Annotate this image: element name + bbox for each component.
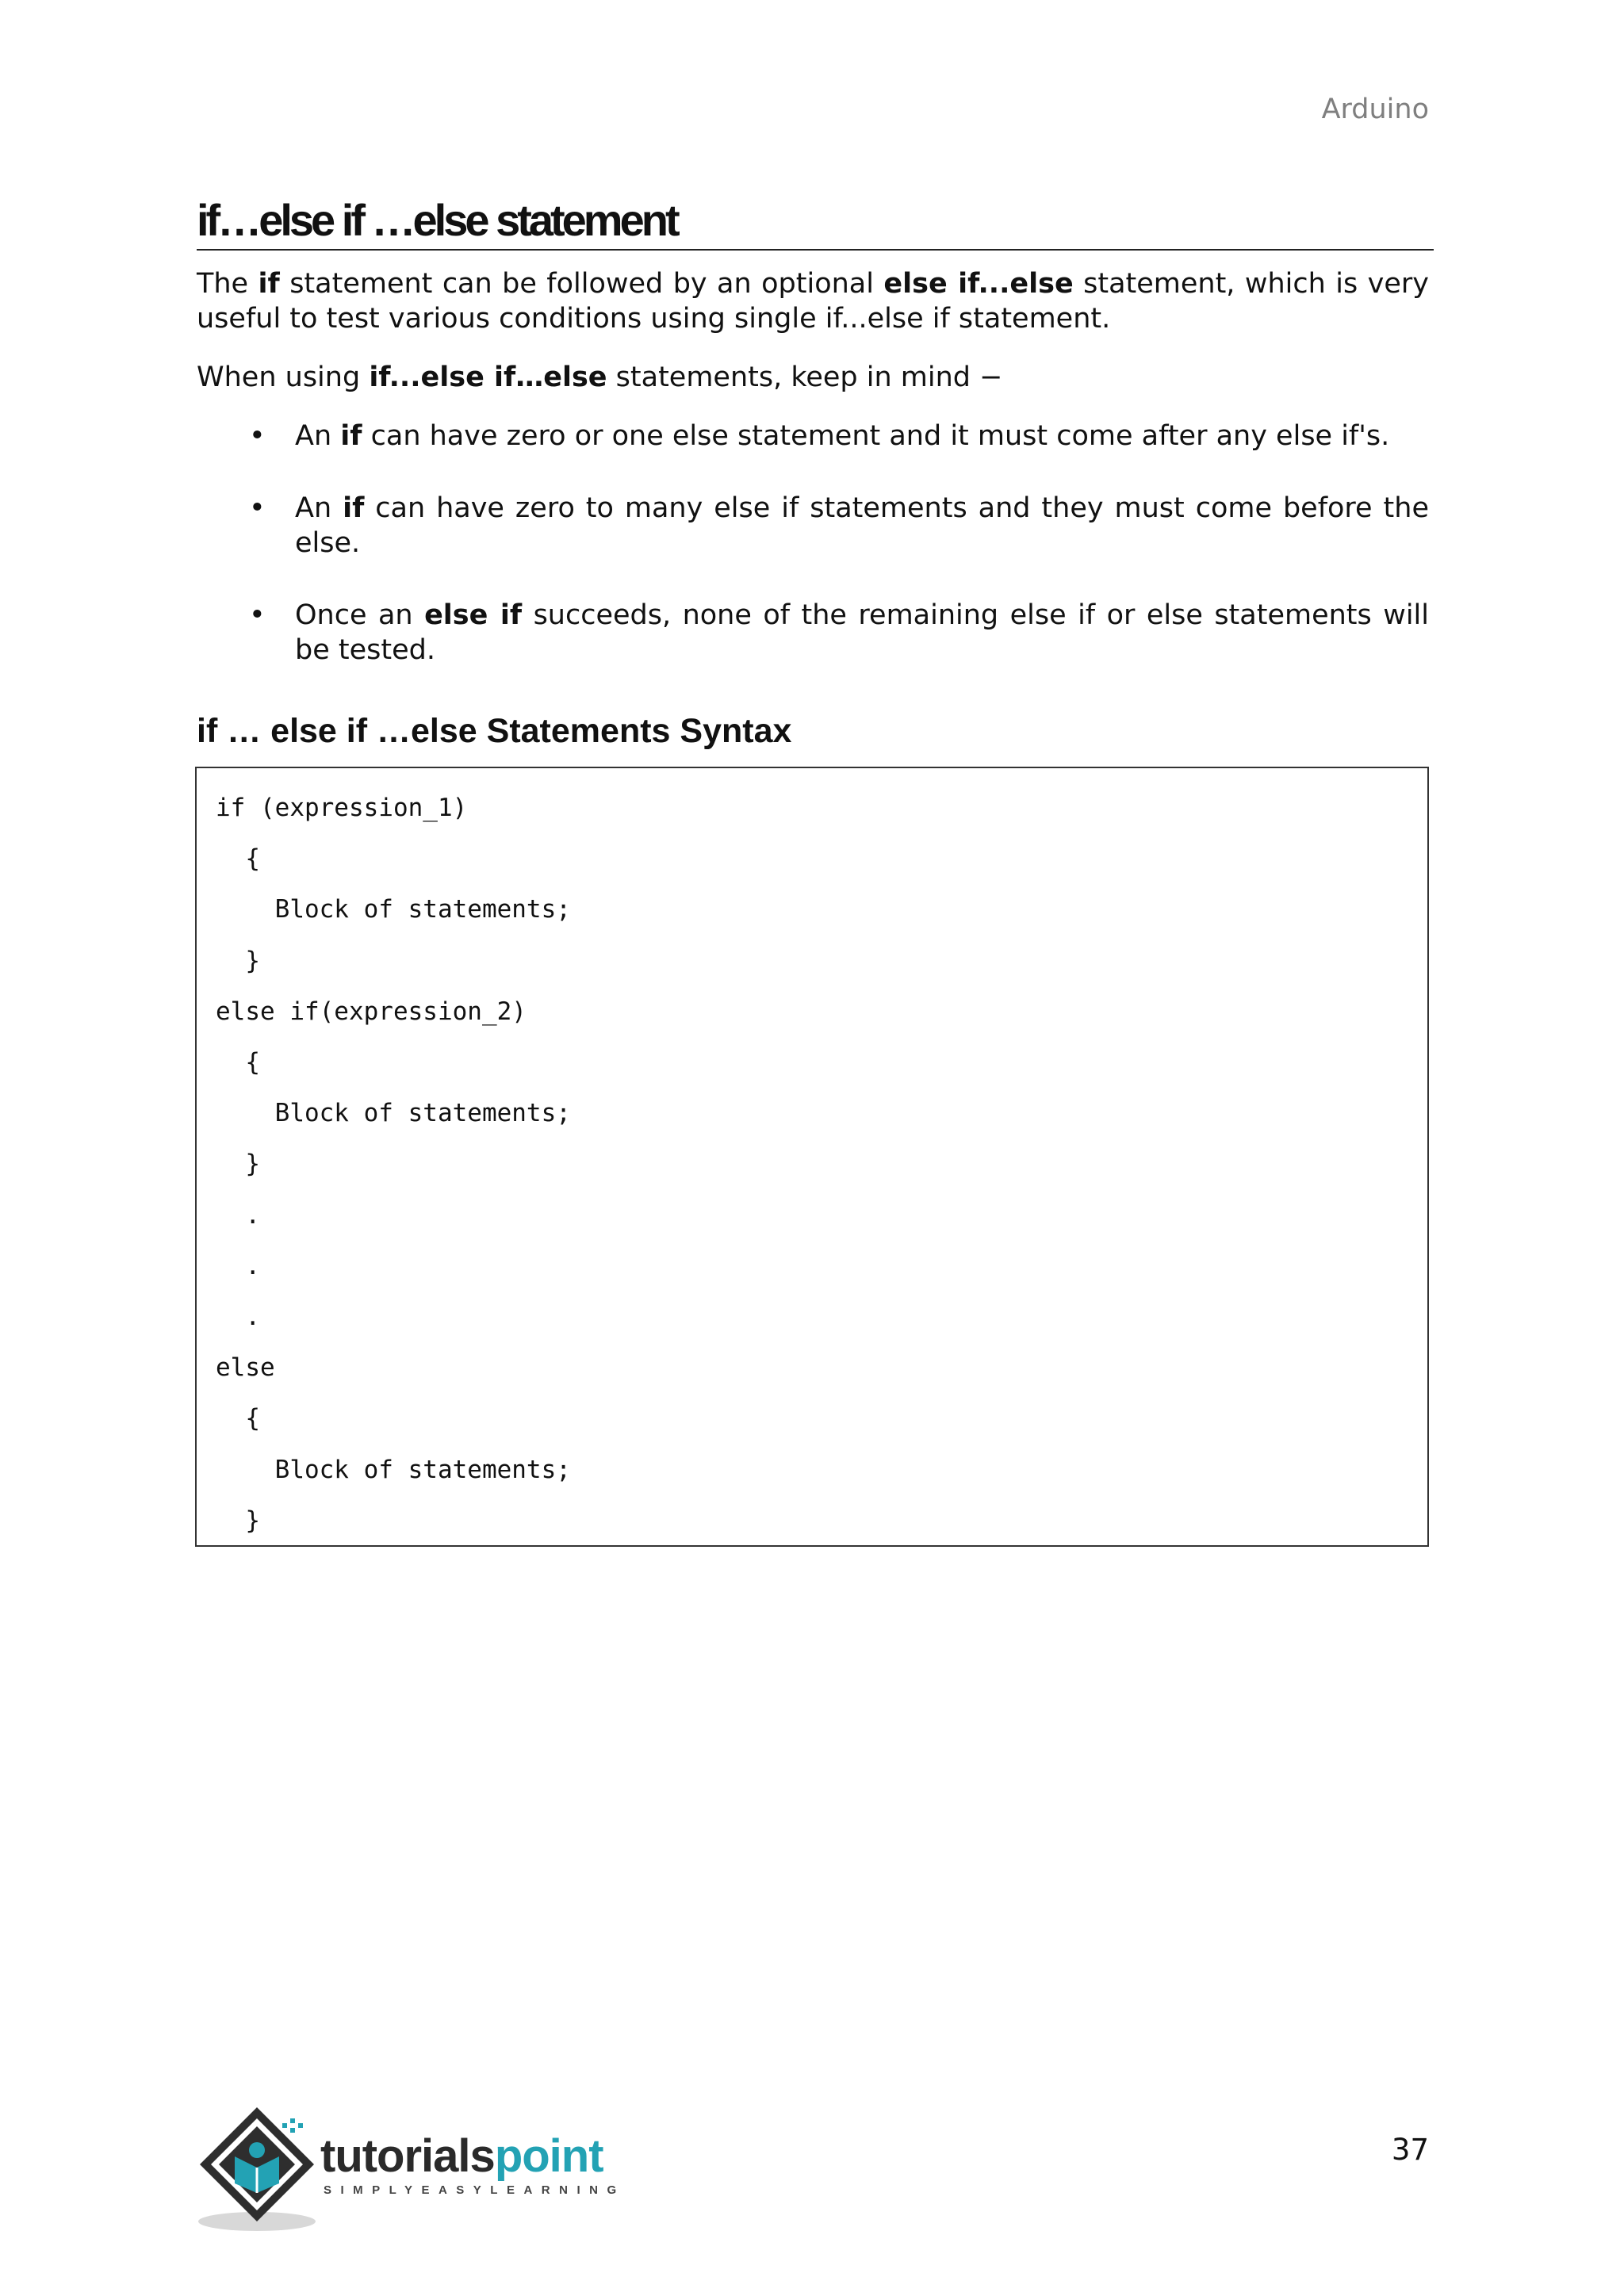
code-line: } (216, 1150, 260, 1179)
code-line: . (216, 1251, 260, 1280)
intro-paragraph: The if statement can be followed by an optional else if...else statement, which is very useful to test various conditions using single if...else if statement. (197, 268, 1429, 335)
syntax-heading: if … else if …else Statements Syntax (197, 712, 792, 750)
tutorialspoint-logo (193, 2101, 638, 2236)
list-item-text: An if can have zero to many else if statements and they must come before the else. (295, 492, 1429, 559)
list-item-text: Once an else if succeeds, none of the remaining else if or else statements will be tested. (295, 599, 1429, 666)
code-line: . (216, 1200, 260, 1230)
tutorialspoint-diamond-logo-icon (193, 2101, 328, 2236)
code-line: . (216, 1303, 260, 1332)
logo-word-point: point (494, 2130, 603, 2182)
code-line: else (216, 1353, 275, 1383)
list-item (197, 419, 1429, 453)
list-item (197, 491, 1429, 561)
logo-tagline: SIMPLYEASYLEARNING (324, 2183, 626, 2197)
code-line: { (216, 844, 260, 874)
bullet-icon: • (249, 492, 266, 524)
rules-list (197, 419, 1429, 705)
code-line: } (216, 1506, 260, 1535)
running-header: Arduino (1321, 94, 1429, 125)
code-line: { (216, 1404, 260, 1433)
section-title: if…else if …else statement (197, 195, 1434, 251)
code-block (195, 767, 1429, 1547)
code-line: Block of statements; (216, 1099, 571, 1128)
logo-wordmark (320, 2130, 603, 2182)
logo-word-tutorials: tutorials (320, 2130, 495, 2182)
usage-paragraph: When using if...else if…else statements, keep in mind − (197, 362, 1003, 393)
page-number: 37 (1391, 2133, 1429, 2167)
code-line: else if(expression_2) (216, 997, 527, 1026)
code-line: Block of statements; (216, 895, 571, 924)
list-item-text: An if can have zero or one else statement and it must come after any else if's. (295, 420, 1390, 452)
code-line: } (216, 946, 260, 975)
list-item (197, 598, 1429, 668)
code-line: if (expression_1) (216, 794, 468, 822)
bullet-icon: • (249, 420, 266, 452)
code-line: { (216, 1048, 260, 1077)
code-line: Block of statements; (216, 1455, 571, 1484)
bullet-icon: • (249, 599, 266, 631)
